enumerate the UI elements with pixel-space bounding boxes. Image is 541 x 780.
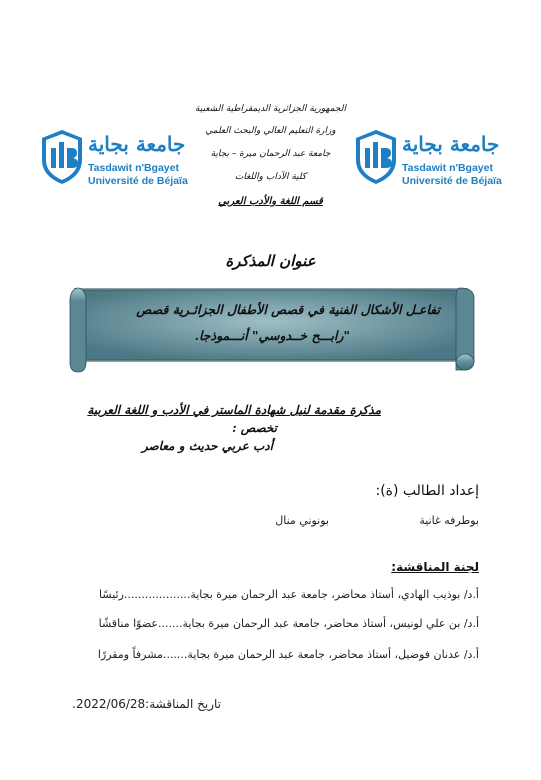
title-scroll-banner bbox=[66, 282, 480, 374]
logo-arabic-name: جامعة بجاية bbox=[88, 132, 186, 156]
committee-member-2: أ.د/ بن علي لونيس، أستاذ محاضر، جامعة عبد الرحمان ميرة بجاية.......عضوًا مناقشًا bbox=[98, 617, 479, 630]
ministry-name: وزارة التعليم العالي والبحث العلمي bbox=[205, 126, 336, 136]
university-name: جامعة عبد الرحمان ميرة – بجاية bbox=[210, 149, 331, 159]
specialty-value: أدب عربي حديث و معاصر bbox=[141, 439, 273, 453]
logo-latin-name: Tasdawit n'Bgayet bbox=[402, 162, 493, 174]
students-label: إعداد الطالب (ة): bbox=[375, 483, 479, 499]
thesis-title-line-1: تفاعـل الأشكال الفنية في قصص الأطفال الجزائـرية قصص bbox=[136, 302, 440, 317]
faculty-name: كلية الآداب واللغات bbox=[234, 172, 307, 182]
republic-name: الجمهورية الجزائرية الديمقراطية الشعبية bbox=[195, 104, 346, 114]
department-name: قسم اللغة والأدب العربي bbox=[218, 196, 323, 207]
specialty-label: تخصص : bbox=[232, 421, 277, 435]
thesis-title-line-2: "رابـــح خــدوسي" أنـــموذجا. bbox=[194, 328, 350, 343]
memo-title: عنوان المذكرة bbox=[225, 252, 316, 270]
degree-statement: مذكرة مقدمة لنيل شهادة الماستر في الأدب و اللغة العربية bbox=[87, 403, 381, 417]
committee-member-1: أ.د/ بوذيب الهادي، أستاذ محاضر، جامعة عبد الرحمان ميرة بجاية...................رئيسًا bbox=[99, 588, 479, 601]
committee-title: لجنة المناقشة: bbox=[391, 560, 479, 574]
logo-french-name: Université de Béjaïa bbox=[402, 175, 502, 187]
committee-member-3: أ.د/ عدنان فوضيل، أستاذ محاضر، جامعة عبد الرحمان ميرة بجاية.......مشرفاً ومقررًا bbox=[97, 648, 479, 661]
logo-latin-name: Tasdawit n'Bgayet bbox=[88, 162, 179, 174]
student-name-1: بوطرفه غانية bbox=[419, 514, 479, 527]
logo-french-name: Université de Béjaïa bbox=[88, 175, 188, 187]
logo-arabic-name: جامعة بجاية bbox=[402, 132, 500, 156]
defense-date: تاريخ المناقشة:2022/06/28. bbox=[72, 697, 221, 711]
student-name-2: بونوني منال bbox=[275, 514, 329, 527]
